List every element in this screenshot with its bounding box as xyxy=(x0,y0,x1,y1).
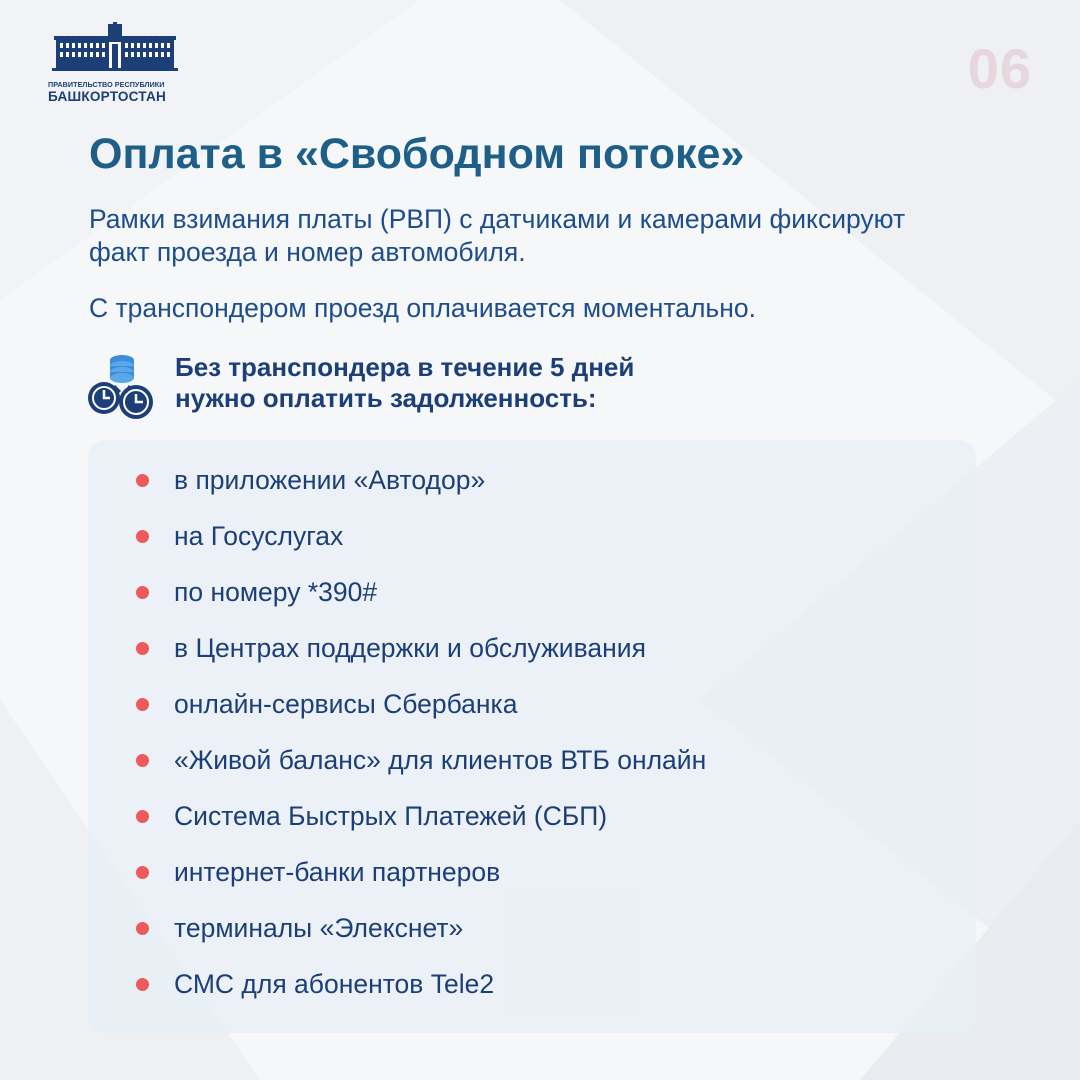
coins-clock-icon xyxy=(86,352,158,420)
transponder-paragraph: С транспондером проезд оплачивается моментально. xyxy=(89,293,756,323)
bullet-icon xyxy=(136,922,149,935)
list-item-label: «Живой баланс» для клиентов ВТБ онлайн xyxy=(174,744,707,775)
page-number: 06 xyxy=(967,37,1032,100)
list-item xyxy=(136,956,706,1012)
list-item xyxy=(136,900,706,956)
list-item xyxy=(136,620,706,676)
list-item xyxy=(136,452,706,508)
bullet-icon xyxy=(136,810,149,823)
bullet-icon xyxy=(136,978,149,991)
list-item xyxy=(136,844,706,900)
logo-text-top: ПРАВИТЕЛЬСТВО РЕСПУБЛИКИ xyxy=(48,80,165,89)
list-item-label: по номеру *390# xyxy=(174,576,378,607)
bullet-icon xyxy=(136,474,149,487)
intro-paragraph: Рамки взимания платы (РВП) с датчиками и камерами фиксируют факт проезда и номер автомобиля. xyxy=(89,204,906,267)
list-item xyxy=(136,564,706,620)
debt-note-line1: Без транспондера в течение 5 дней xyxy=(175,352,635,382)
list-item xyxy=(136,788,706,844)
bullet-icon xyxy=(136,866,149,879)
list-item-label: в Центрах поддержки и обслуживания xyxy=(174,632,646,663)
list-item-label: на Госуслугах xyxy=(174,520,344,551)
logo-text-bottom: БАШКОРТОСТАН xyxy=(48,89,166,104)
bullet-icon xyxy=(136,698,149,711)
list-item xyxy=(136,676,706,732)
bullet-icon xyxy=(136,586,149,599)
list-item-label: СМС для абонентов Tele2 xyxy=(174,968,495,999)
building-icon xyxy=(52,22,178,72)
list-item-label: в приложении «Автодор» xyxy=(174,464,486,495)
list-item-label: онлайн-сервисы Сбербанка xyxy=(174,688,518,719)
list-item-label: терминалы «Элекснет» xyxy=(174,912,464,943)
list-item xyxy=(136,732,706,788)
list-item-label: интернет-банки партнеров xyxy=(174,856,501,887)
debt-note-line2: нужно оплатить задолженность: xyxy=(175,383,597,413)
bullet-icon xyxy=(136,642,149,655)
debt-note xyxy=(175,352,875,414)
bullet-icon xyxy=(136,530,149,543)
payment-methods-list xyxy=(136,452,706,1012)
list-item-label: Система Быстрых Платежей (СБП) xyxy=(174,800,608,831)
list-item xyxy=(136,508,706,564)
bullet-icon xyxy=(136,754,149,767)
page-title: Оплата в «Свободном потоке» xyxy=(89,130,745,178)
